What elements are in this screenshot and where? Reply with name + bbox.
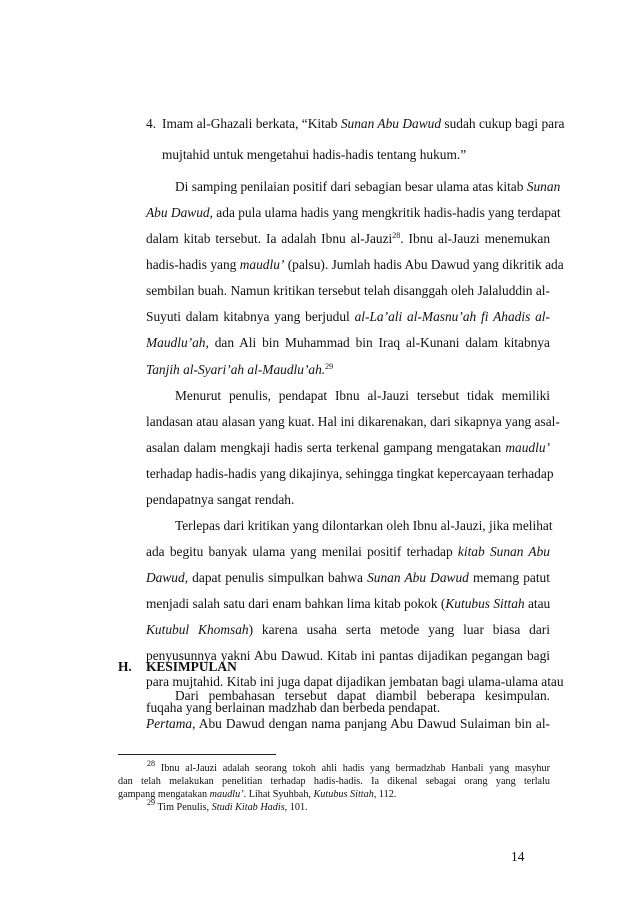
para3-line-4: menjadi salah satu dari enam bahkan lima kitab pokok (Kutubus Sittah atau: [146, 596, 551, 611]
para3-line-7: para mujtahid. Kitab ini juga dapat dijadikan jembatan bagi ulama-ulama atau: [146, 674, 564, 689]
para1-line-4: hadis-hadis yang maudlu’ (palsu). Jumlah hadis Abu Dawud yang dikritik ada: [146, 257, 564, 272]
para3-line-6: penyusunnya yakni Abu Dawud. Kitab ini pantas dijadikan pegangan bagi: [146, 648, 550, 663]
para1-line-6: Suyuti dalam kitabnya yang berjudul al-La’ali al-Masnu’ah fi Ahadis al-: [146, 309, 550, 324]
footnote-28-line-2: dan telah melakukan penelitian terhadap hadis-hadis. Ia dikenal sebagai orang yang terlalu: [118, 776, 550, 787]
para3-line-3: Dawud, dapat penulis simpulkan bahwa Sunan Abu Dawud memang patut: [146, 570, 550, 585]
para1-line-5: sembilan buah. Namun kritikan tersebut telah disanggah oleh Jalaluddin al-: [146, 283, 550, 298]
section-number: H.: [118, 659, 132, 674]
para1-line-2: Abu Dawud, ada pula ulama hadis yang mengkritik hadis-hadis yang terdapat: [146, 205, 561, 220]
para1-line-7: Maudlu’ah, dan Ali bin Muhammad bin Iraq al-Kunani dalam kitabnya: [146, 335, 550, 350]
footnote-28-line-3: gampang mengatakan maudlu’. Lihat Syuhbah, Kutubus Sittah, 112.: [118, 789, 397, 800]
footnote-28-line-1: $^{28}$ Ibnu al-Jauzi adalah seorang tokoh ahli hadis yang bermadzhab Hanbali yang masyhur: [147, 759, 550, 774]
section-h-line-1: Dari pembahasan tersebut dapat diambil beberapa kesimpulan.: [175, 688, 550, 703]
para2-line-4: terhadap hadis-hadis yang dikajinya, sehingga tingkat kepercayaan terhadap: [146, 466, 554, 481]
section-h-line-2: Pertama, Abu Dawud dengan nama panjang Abu Dawud Sulaiman bin al-: [146, 716, 550, 731]
para1-line-3: dalam kitab tersebut. Ia adalah Ibnu al-Jauzi$^{28}$. Ibnu al-Jauzi menemukan: [146, 231, 551, 246]
para2-line-5: pendapatnya sangat rendah.: [146, 492, 295, 507]
para3-line-1: Terlepas dari kritikan yang dilontarkan oleh Ibnu al-Jauzi, jika melihat: [175, 518, 553, 533]
list-number: 4.: [146, 116, 157, 131]
footnote-ref-29: 29: [325, 362, 334, 371]
section-title: KESIMPULAN: [146, 659, 237, 674]
para3-line-8: fuqaha yang berlainan madzhab dan berbeda pendapat.: [146, 700, 441, 715]
list-item-4-line-1: Imam al-Ghazali berkata, “Kitab Sunan Abu Dawud sudah cukup bagi para: [162, 116, 565, 131]
para2-line-1: Menurut penulis, pendapat Ibnu al-Jauzi tersebut tidak memiliki: [175, 388, 550, 403]
footnote-ref-28: 28: [392, 231, 401, 240]
para3-line-5: Kutubul Khomsah) karena usaha serta metode yang luar biasa dari: [146, 622, 550, 637]
para2-line-3: asalan dalam mengkaji hadis serta terkenal gampang mengatakan maudlu’: [146, 440, 550, 455]
list-item-4-line-2: mujtahid untuk mengetahui hadis-hadis tentang hukum.”: [162, 147, 467, 162]
para2-line-2: landasan atau alasan yang kuat. Hal ini dikarenakan, dari sikapnya yang asal-: [146, 414, 560, 429]
para1-line-1: Di samping penilaian positif dari sebagian besar ulama atas kitab Sunan: [175, 179, 561, 194]
para3-line-2: ada begitu banyak ulama yang menilai positif terhadap kitab Sunan Abu: [146, 544, 550, 559]
page-number: 14: [511, 849, 525, 864]
footnote-29: $^{29}$ Tim Penulis, Studi Kitab Hadis, 101.: [147, 798, 308, 813]
para1-line-8: Tanjih al-Syari’ah al-Maudlu’ah.$^{29}$: [146, 362, 334, 377]
footnote-separator: [118, 754, 276, 755]
